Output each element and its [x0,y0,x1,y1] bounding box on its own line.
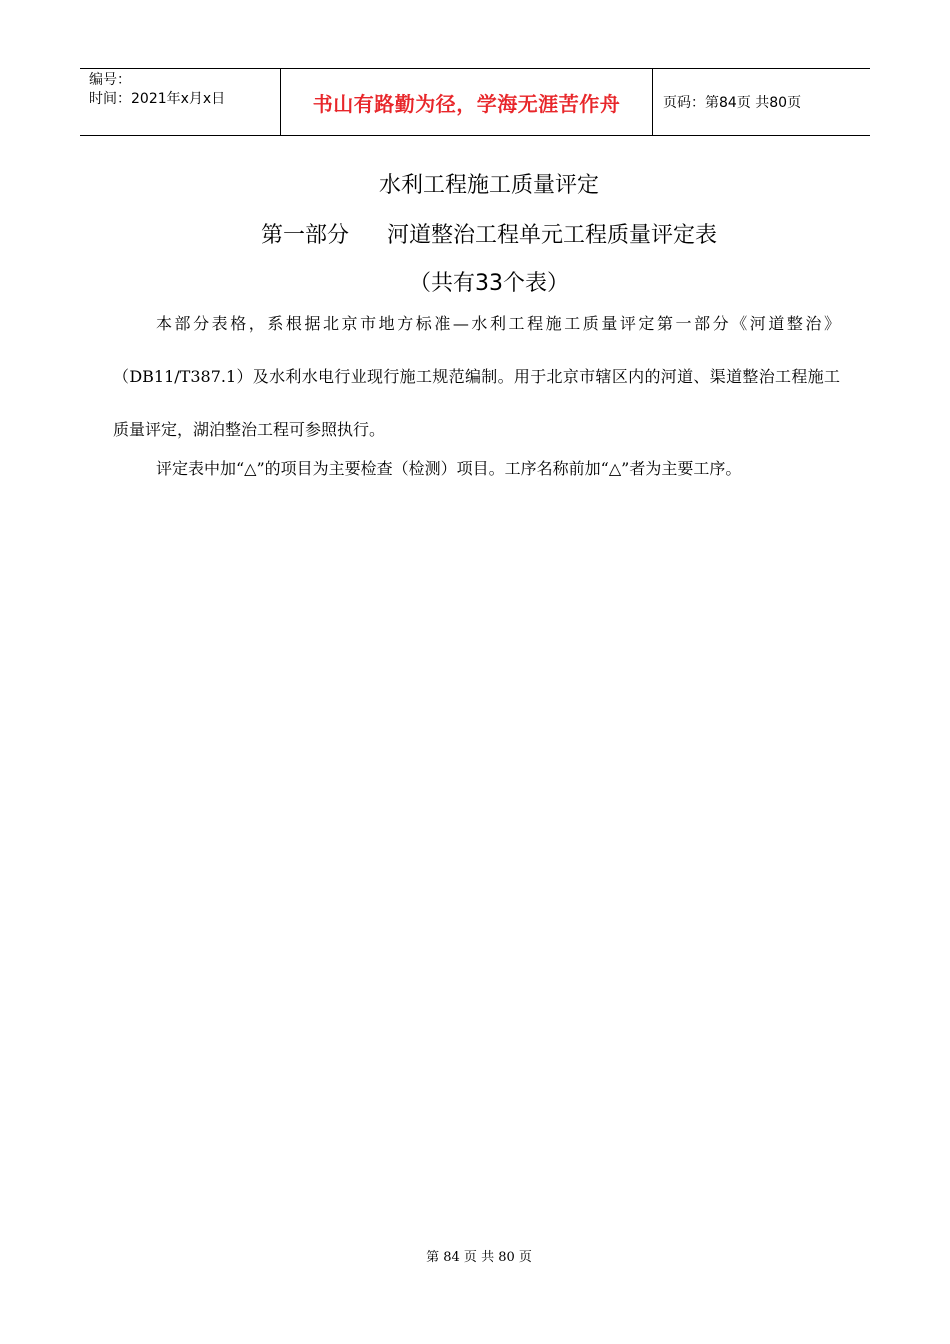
header-motto: 书山有路勤为径，学海无涯苦作舟 [281,69,653,135]
notation-paragraph: 评定表中加“△”的项目为主要检查（检测）项目。工序名称前加“△”者为主要工序。 [156,459,742,478]
header-meta-cell [80,69,281,135]
header-page-info: 页码：第84页 共80页 [663,95,802,111]
serial-number-label: 编号： [89,72,131,88]
part-number: 第一部分 [260,223,349,248]
part-title [14,221,950,251]
table-count: （共有33个表） [409,271,569,296]
intro-paragraph: 本部分表格，系根据北京市地方标准—水利工程施工质量评定第一部分《河道整治》（DB11/T387.1）及水利水电行业现行施工规范编制。用于北京市辖区内的河道、渠道整治工程施工质量评定，湖泊整治工程可参照执行。 [113,314,840,439]
document-header [80,68,870,136]
page-footer: 第 84 页 共 80 页 [426,1250,532,1265]
document-title: 水利工程施工质量评定 [378,173,599,198]
date-label: 时间：2021年x月x日 [89,91,226,107]
part-name: 河道整治工程单元工程质量评定表 [387,223,718,248]
